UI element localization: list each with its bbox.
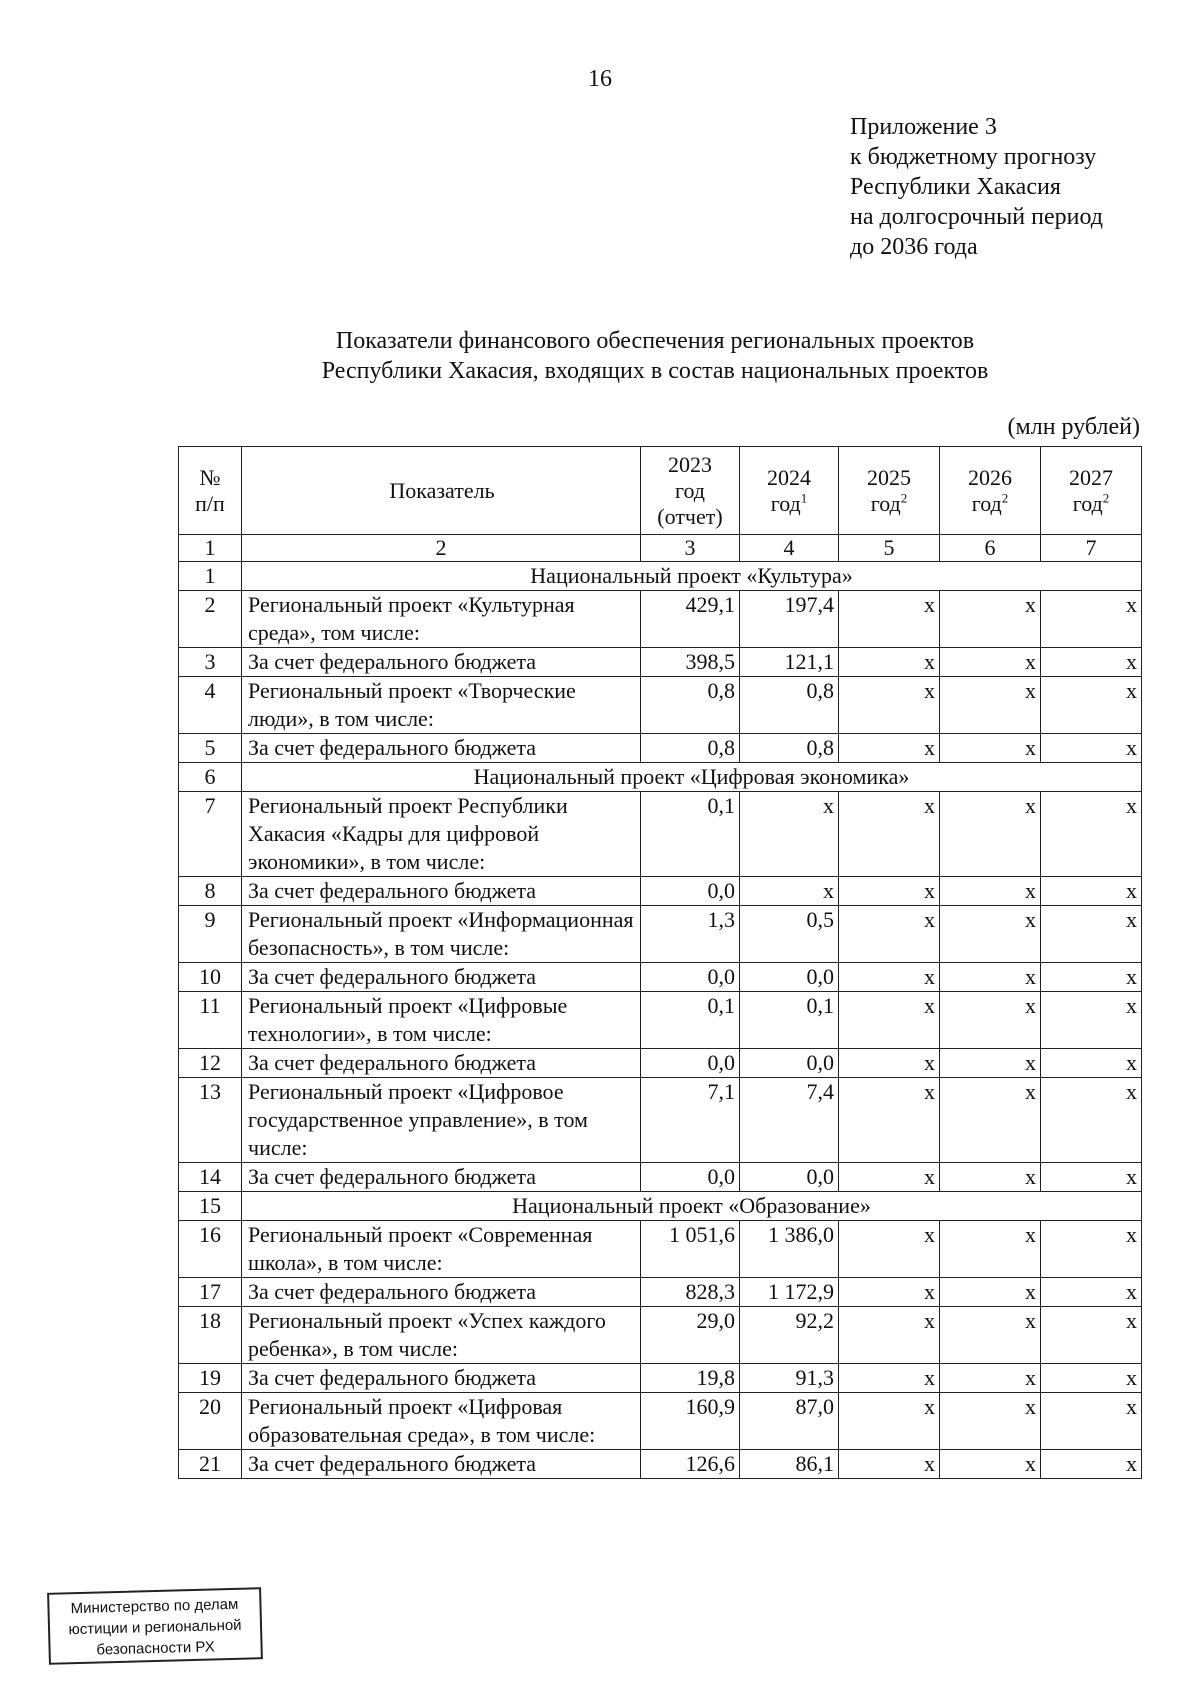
indicator-name: За счет федерального бюджета [242, 1163, 641, 1192]
indicator-name: Региональный проект «Цифровое государственное управление», в том числе: [242, 1078, 641, 1163]
table-row [179, 906, 1142, 963]
header-2024 [740, 447, 839, 535]
value-2027: x [1041, 877, 1142, 906]
table-row [179, 591, 1142, 648]
section-title: Национальный проект «Культура» [242, 562, 1142, 591]
row-number: 1 [179, 562, 242, 591]
row-number: 16 [179, 1221, 242, 1278]
table-row [179, 792, 1142, 877]
value-2027: x [1041, 591, 1142, 648]
value-2024: 197,4 [740, 591, 839, 648]
indicator-name: За счет федерального бюджета [242, 1278, 641, 1307]
indicator-name: Региональный проект Республики Хакасия «Кадры для цифровой экономики», в том числе: [242, 792, 641, 877]
value-2024: 0,8 [740, 677, 839, 734]
header-2025 [839, 447, 940, 535]
value-2026: x [940, 1163, 1041, 1192]
value-2026: x [940, 877, 1041, 906]
column-number: 3 [641, 535, 740, 562]
value-2027: x [1041, 734, 1142, 763]
column-number: 1 [179, 535, 242, 562]
row-number: 2 [179, 591, 242, 648]
header-2023-god: год [674, 477, 706, 503]
row-number: 18 [179, 1307, 242, 1364]
value-2023: 1,3 [641, 906, 740, 963]
value-2026: x [940, 992, 1041, 1049]
value-2025: x [839, 906, 940, 963]
indicator-name: За счет федерального бюджета [242, 877, 641, 906]
appendix-line: к бюджетному прогнозу [850, 144, 1097, 170]
value-2024: 7,4 [740, 1078, 839, 1163]
value-2025: x [839, 963, 940, 992]
value-2024: 1 386,0 [740, 1221, 839, 1278]
row-number: 19 [179, 1364, 242, 1393]
table-row [179, 1221, 1142, 1278]
value-2023: 29,0 [641, 1307, 740, 1364]
value-2024: 0,0 [740, 1163, 839, 1192]
header-2027 [1041, 447, 1142, 535]
section-title: Национальный проект «Образование» [242, 1192, 1142, 1221]
value-2025: x [839, 1049, 940, 1078]
appendix-line: Республики Хакасия [850, 174, 1061, 200]
table-row [179, 1163, 1142, 1192]
value-2024: x [740, 792, 839, 877]
header-indicator: Показатель [242, 447, 641, 535]
value-2025: x [839, 877, 940, 906]
header-2027-year: 2027 [1069, 464, 1113, 490]
table-row [179, 1364, 1142, 1393]
value-2027: x [1041, 1278, 1142, 1307]
value-2027: x [1041, 677, 1142, 734]
row-number: 10 [179, 963, 242, 992]
table-row [179, 1078, 1142, 1163]
section-row [179, 562, 1142, 591]
table-row [179, 1450, 1142, 1479]
appendix-line: Приложение 3 [850, 114, 997, 140]
row-number: 17 [179, 1278, 242, 1307]
value-2023: 160,9 [641, 1393, 740, 1450]
value-2025: x [839, 677, 940, 734]
row-number: 21 [179, 1450, 242, 1479]
value-2026: x [940, 792, 1041, 877]
row-number: 9 [179, 906, 242, 963]
value-2024: 87,0 [740, 1393, 839, 1450]
stamp-line: безопасности РХ [96, 1638, 215, 1659]
value-2023: 0,0 [641, 1163, 740, 1192]
value-2025: x [839, 1163, 940, 1192]
value-2026: x [940, 1049, 1041, 1078]
table-row [179, 1278, 1142, 1307]
indicator-name: За счет федерального бюджета [242, 1450, 641, 1479]
value-2025: x [839, 1307, 940, 1364]
row-number: 14 [179, 1163, 242, 1192]
value-2027: x [1041, 906, 1142, 963]
value-2023: 398,5 [641, 648, 740, 677]
column-number: 6 [940, 535, 1041, 562]
indicator-name: За счет федерального бюджета [242, 1364, 641, 1393]
row-number: 3 [179, 648, 242, 677]
value-2023: 0,8 [641, 734, 740, 763]
row-number: 8 [179, 877, 242, 906]
indicator-name: За счет федерального бюджета [242, 1049, 641, 1078]
value-2027: x [1041, 1307, 1142, 1364]
indicator-name: Региональный проект «Творческие люди», в том числе: [242, 677, 641, 734]
header-2023 [641, 447, 740, 535]
header-2026-year: 2026 [968, 464, 1012, 490]
value-2027: x [1041, 1078, 1142, 1163]
value-2025: x [839, 734, 940, 763]
value-2024: 0,0 [740, 1049, 839, 1078]
value-2026: x [940, 906, 1041, 963]
value-2023: 0,8 [641, 677, 740, 734]
indicator-name: За счет федерального бюджета [242, 734, 641, 763]
column-number: 4 [740, 535, 839, 562]
row-number: 15 [179, 1192, 242, 1221]
value-2025: x [839, 1221, 940, 1278]
header-num [179, 447, 242, 535]
appendix-block [850, 112, 1103, 262]
header-2023-note: (отчет) [657, 503, 723, 529]
header-2026-god: год [971, 490, 1002, 516]
section-row [179, 763, 1142, 792]
value-2024: 92,2 [740, 1307, 839, 1364]
appendix-line: до 2036 года [850, 234, 978, 260]
page-number: 16 [588, 66, 612, 92]
header-2024-god: год [770, 490, 801, 516]
value-2023: 0,1 [641, 792, 740, 877]
value-2025: x [839, 1078, 940, 1163]
table-row [179, 1393, 1142, 1450]
table-row [179, 1307, 1142, 1364]
indicator-name: Региональный проект «Успех каждого ребенка», в том числе: [242, 1307, 641, 1364]
row-number: 7 [179, 792, 242, 877]
value-2024: 0,1 [740, 992, 839, 1049]
stamp-line: Министерство по делам [70, 1595, 239, 1618]
value-2023: 0,0 [641, 1049, 740, 1078]
value-2027: x [1041, 648, 1142, 677]
row-number: 5 [179, 734, 242, 763]
document-title [0, 326, 1200, 386]
value-2026: x [940, 1450, 1041, 1479]
table-row [179, 963, 1142, 992]
value-2025: x [839, 1393, 940, 1450]
value-2024: 91,3 [740, 1364, 839, 1393]
row-number: 13 [179, 1078, 242, 1163]
value-2025: x [839, 1364, 940, 1393]
value-2027: x [1041, 1393, 1142, 1450]
value-2023: 0,1 [641, 992, 740, 1049]
value-2026: x [940, 1221, 1041, 1278]
header-2026 [940, 447, 1041, 535]
header-2023-year: 2023 [668, 451, 712, 477]
table-row [179, 992, 1142, 1049]
value-2027: x [1041, 1364, 1142, 1393]
value-2026: x [940, 1364, 1041, 1393]
value-2027: x [1041, 963, 1142, 992]
unit-label: (млн рублей) [1007, 414, 1140, 440]
value-2023: 126,6 [641, 1450, 740, 1479]
section-row [179, 1192, 1142, 1221]
header-num-line: п/п [195, 490, 225, 516]
table-row [179, 677, 1142, 734]
value-2025: x [839, 648, 940, 677]
indicator-name: За счет федерального бюджета [242, 648, 641, 677]
value-2023: 0,0 [641, 877, 740, 906]
column-number: 5 [839, 535, 940, 562]
value-2025: x [839, 591, 940, 648]
value-2026: x [940, 734, 1041, 763]
value-2026: x [940, 1307, 1041, 1364]
indicator-name: Региональный проект «Цифровая образовательная среда», в том числе: [242, 1393, 641, 1450]
value-2026: x [940, 1078, 1041, 1163]
header-2025-year: 2025 [867, 464, 911, 490]
ministry-stamp [47, 1587, 263, 1665]
value-2027: x [1041, 792, 1142, 877]
value-2026: x [940, 591, 1041, 648]
appendix-line: на долгосрочный период [850, 204, 1103, 230]
value-2024: x [740, 877, 839, 906]
row-number: 12 [179, 1049, 242, 1078]
row-number: 20 [179, 1393, 242, 1450]
value-2027: x [1041, 1221, 1142, 1278]
value-2025: x [839, 792, 940, 877]
value-2025: x [839, 992, 940, 1049]
value-2025: x [839, 1450, 940, 1479]
row-number: 6 [179, 763, 242, 792]
value-2024: 121,1 [740, 648, 839, 677]
financing-table [178, 446, 1142, 1479]
indicator-name: Региональный проект «Цифровые технологии», в том числе: [242, 992, 641, 1049]
header-2027-god: год [1072, 490, 1103, 516]
indicator-name: Региональный проект «Современная школа», в том числе: [242, 1221, 641, 1278]
stamp-line: юстиции и региональной [68, 1616, 242, 1639]
footnote-marker: 2 [1102, 490, 1110, 506]
indicator-name: За счет федерального бюджета [242, 963, 641, 992]
value-2026: x [940, 648, 1041, 677]
value-2024: 86,1 [740, 1450, 839, 1479]
title-line-2: Республики Хакасия, входящих в состав национальных проектов [321, 358, 989, 384]
section-title: Национальный проект «Цифровая экономика» [242, 763, 1142, 792]
column-number: 7 [1041, 535, 1142, 562]
value-2024: 0,5 [740, 906, 839, 963]
value-2024: 0,8 [740, 734, 839, 763]
value-2026: x [940, 1393, 1041, 1450]
value-2027: x [1041, 1049, 1142, 1078]
value-2023: 0,0 [641, 963, 740, 992]
table-row [179, 1049, 1142, 1078]
value-2024: 1 172,9 [740, 1278, 839, 1307]
table-row [179, 648, 1142, 677]
footnote-marker: 2 [900, 490, 908, 506]
value-2027: x [1041, 1450, 1142, 1479]
header-2025-god: год [870, 490, 901, 516]
value-2027: x [1041, 1163, 1142, 1192]
value-2026: x [940, 677, 1041, 734]
indicator-name: Региональный проект «Культурная среда», том числе: [242, 591, 641, 648]
column-number-row [179, 535, 1142, 562]
value-2024: 0,0 [740, 963, 839, 992]
value-2023: 1 051,6 [641, 1221, 740, 1278]
indicator-name: Региональный проект «Информационная безопасность», в том числе: [242, 906, 641, 963]
footnote-marker: 2 [1001, 490, 1009, 506]
row-number: 11 [179, 992, 242, 1049]
table-header-row [179, 447, 1142, 535]
value-2023: 429,1 [641, 591, 740, 648]
title-line-1: Показатели финансового обеспечения региональных проектов [335, 328, 975, 354]
value-2023: 7,1 [641, 1078, 740, 1163]
value-2026: x [940, 963, 1041, 992]
value-2027: x [1041, 992, 1142, 1049]
column-number: 2 [242, 535, 641, 562]
value-2023: 828,3 [641, 1278, 740, 1307]
header-num-line: № [199, 464, 221, 490]
row-number: 4 [179, 677, 242, 734]
table-body [179, 562, 1142, 1479]
value-2026: x [940, 1278, 1041, 1307]
value-2025: x [839, 1278, 940, 1307]
table-row [179, 877, 1142, 906]
header-2024-year: 2024 [767, 464, 811, 490]
value-2023: 19,8 [641, 1364, 740, 1393]
table-row [179, 734, 1142, 763]
footnote-marker: 1 [800, 490, 808, 506]
